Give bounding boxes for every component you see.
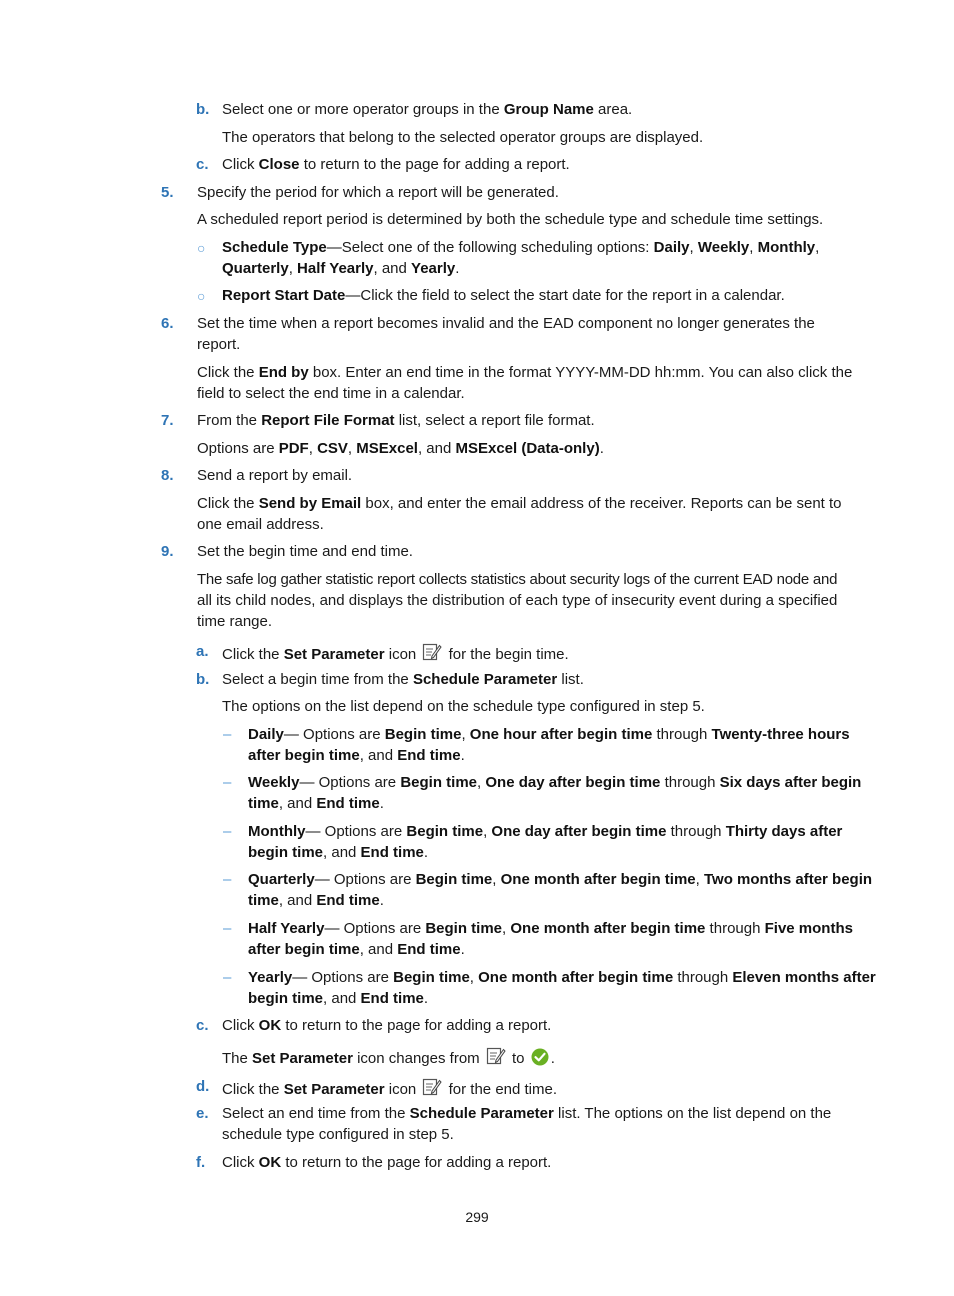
text: , and — [323, 844, 361, 861]
step-number: 5. — [161, 184, 174, 201]
list-item-continuation — [222, 259, 459, 279]
text: , — [477, 774, 486, 791]
list-item — [222, 1016, 551, 1036]
text: to — [507, 1050, 529, 1067]
paragraph — [197, 363, 852, 383]
text: Click — [222, 156, 259, 173]
ui-term: Begin time — [415, 871, 493, 888]
text: , — [347, 440, 357, 457]
list-item-continuation — [248, 746, 465, 766]
check-circle-icon — [531, 1048, 549, 1072]
step-number: 6. — [161, 315, 174, 332]
list-item-continuation — [248, 940, 465, 960]
text: Click the — [222, 646, 284, 663]
text: icon — [384, 1081, 421, 1098]
bullet-marker: ○ — [197, 240, 206, 256]
list-item-continuation — [248, 843, 428, 863]
text: Click the — [197, 495, 259, 512]
text: Select an end time from the — [222, 1105, 410, 1122]
paragraph — [197, 439, 604, 459]
list-item: Specify the period for which a report will be generated. — [197, 184, 559, 201]
text: for the end time. — [444, 1081, 558, 1098]
ui-term: End time — [397, 747, 461, 764]
list-item-continuation — [248, 989, 428, 1009]
text: , — [689, 239, 698, 256]
list-marker: c. — [196, 1017, 209, 1034]
paragraph-continuation: one email address. — [197, 516, 324, 533]
text: Click — [222, 1154, 259, 1171]
text: to return to the page for adding a report. — [281, 1154, 552, 1171]
text: Click the — [197, 364, 259, 381]
edit-pencil-icon — [422, 1077, 442, 1103]
ui-term: Set Parameter — [252, 1050, 353, 1067]
ui-term: Yearly — [248, 969, 293, 986]
ui-term: PDF — [278, 440, 309, 457]
page-number: 299 — [465, 1209, 489, 1225]
ui-term: End time — [397, 941, 461, 958]
text: Click — [222, 1017, 259, 1034]
list-item — [248, 870, 872, 890]
list-marker: d. — [196, 1078, 210, 1095]
list-marker: c. — [196, 156, 209, 173]
step-number: 7. — [161, 412, 174, 429]
ui-term: One month after begin time — [500, 871, 696, 888]
text: to return to the page for adding a report. — [299, 156, 570, 173]
text: , and — [278, 892, 317, 909]
ui-term: One day after begin time — [485, 774, 661, 791]
list-marker: a. — [196, 643, 209, 660]
list-item-continuation — [248, 891, 384, 911]
text: —Click the field to select the start date for the report in a calendar. — [345, 287, 785, 304]
ui-term: Five months — [764, 920, 853, 937]
text: , and — [359, 941, 398, 958]
ui-term: End time — [316, 795, 380, 812]
text: — Options are — [299, 774, 401, 791]
list-item — [248, 773, 861, 793]
text: list. The options on the list depend on the — [553, 1105, 832, 1122]
ui-term: after begin time — [248, 747, 360, 764]
list-marker: f. — [196, 1154, 206, 1171]
text: box, and enter the email address of the receiver. Reports can be sent to — [361, 495, 842, 512]
text: , — [469, 969, 479, 986]
text: , and — [359, 747, 398, 764]
text: Click the — [222, 1081, 284, 1098]
step-number: 9. — [161, 543, 174, 560]
ui-term: Daily — [653, 239, 690, 256]
ui-term: Twenty-three hours — [711, 726, 850, 743]
step-number: 8. — [161, 467, 174, 484]
ui-term: Two months after begin — [703, 871, 873, 888]
ui-term: Half Yearly — [248, 920, 325, 937]
list-item — [222, 1077, 557, 1103]
paragraph-continuation: all its child nodes, and displays the distribution of each type of insecurity event during a specified — [197, 592, 838, 609]
dash-marker: – — [223, 969, 232, 986]
ui-term: Send by Email — [258, 495, 362, 512]
dash-marker: – — [223, 774, 232, 791]
text: , — [815, 239, 820, 256]
ui-term: MSExcel (Data-only) — [455, 440, 600, 457]
ui-term: One hour after begin time — [469, 726, 653, 743]
ui-term: Eleven months after — [732, 969, 876, 986]
list-item-continuation — [248, 794, 384, 814]
list-item — [222, 642, 569, 668]
text: through — [660, 774, 720, 791]
ui-term: Schedule Type — [222, 239, 327, 256]
ui-term: One month after begin time — [510, 920, 706, 937]
dash-marker: – — [223, 871, 232, 888]
list-item — [248, 919, 853, 939]
text: , and — [417, 440, 456, 457]
text: — Options are — [314, 871, 416, 888]
ui-term: Half Yearly — [297, 260, 374, 277]
ui-term: Monthly — [757, 239, 816, 256]
ui-term: time — [248, 892, 279, 909]
ui-term: Begin time — [425, 920, 503, 937]
text: , and — [278, 795, 317, 812]
list-marker: b. — [196, 671, 210, 688]
list-item — [197, 411, 595, 431]
text: . — [460, 941, 465, 958]
text: , — [695, 871, 704, 888]
ui-term: Yearly — [411, 260, 456, 277]
text: —Select one of the following scheduling options: — [326, 239, 654, 256]
text: , — [502, 920, 511, 937]
ui-term: Report File Format — [261, 412, 395, 429]
text: Select a begin time from the — [222, 671, 413, 688]
text: . — [599, 440, 604, 457]
text: The — [222, 1050, 253, 1067]
edit-pencil-icon — [486, 1046, 506, 1072]
list-item: Send a report by email. — [197, 467, 353, 484]
text: — Options are — [292, 969, 394, 986]
edit-pencil-icon — [422, 642, 442, 668]
ui-term: Report Start Date — [222, 287, 346, 304]
ui-term: One month after begin time — [478, 969, 674, 986]
paragraph — [222, 1046, 555, 1072]
text: . — [550, 1050, 555, 1067]
list-item — [222, 286, 785, 306]
paragraph-continuation: time range. — [197, 613, 273, 630]
text: . — [455, 260, 460, 277]
list-item — [222, 100, 632, 120]
list-item — [222, 670, 584, 690]
paragraph: The options on the list depend on the schedule type configured in step 5. — [222, 698, 705, 715]
text: From the — [197, 412, 262, 429]
ui-term: Six days after begin — [719, 774, 862, 791]
ui-term: begin time — [248, 844, 324, 861]
list-item — [222, 238, 819, 258]
text: Options are — [197, 440, 279, 457]
paragraph — [197, 494, 842, 514]
ui-term: OK — [258, 1017, 282, 1034]
paragraph: The operators that belong to the selected operator groups are displayed. — [222, 129, 704, 146]
ui-term: Begin time — [384, 726, 462, 743]
ui-term: Begin time — [393, 969, 470, 986]
list-item-continuation: report. — [197, 336, 241, 353]
text: — Options are — [324, 920, 426, 937]
ui-term: begin time — [248, 990, 324, 1007]
ui-term: Begin time — [400, 774, 478, 791]
list-item: Set the time when a report becomes invalid and the EAD component no longer generates the — [197, 315, 815, 332]
ui-term: End time — [360, 990, 424, 1007]
bullet-marker: ○ — [197, 288, 206, 304]
text: list. — [557, 671, 584, 688]
text: list, select a report file format. — [394, 412, 595, 429]
text: — Options are — [283, 726, 385, 743]
text: , — [749, 239, 758, 256]
text: Select one or more operator groups in the — [222, 101, 504, 118]
ui-term: Schedule Parameter — [412, 671, 558, 688]
ui-term: MSExcel — [356, 440, 418, 457]
text: , — [461, 726, 470, 743]
text: . — [379, 892, 384, 909]
dash-marker: – — [223, 920, 232, 937]
paragraph: The safe log gather statistic report collects statistics about security logs of the current EAD node and — [197, 571, 838, 588]
ui-term: Daily — [248, 726, 284, 743]
ui-term: Schedule Parameter — [409, 1105, 554, 1122]
ui-term: Close — [258, 156, 300, 173]
ui-term: Weekly — [697, 239, 750, 256]
list-item — [222, 155, 570, 175]
text: , — [492, 871, 501, 888]
ui-term: One day after begin time — [491, 823, 667, 840]
list-item — [248, 968, 876, 988]
list-item-continuation: schedule type configured in step 5. — [222, 1126, 454, 1143]
text: for the begin time. — [444, 646, 569, 663]
ui-term: End time — [316, 892, 380, 909]
ui-term: time — [248, 795, 279, 812]
ui-term: Set Parameter — [283, 1081, 385, 1098]
ui-term: OK — [258, 1154, 282, 1171]
paragraph-continuation: field to select the end time in a calendar. — [197, 385, 465, 402]
ui-term: Quarterly — [248, 871, 315, 888]
ui-term: End by — [258, 364, 309, 381]
text: icon — [384, 646, 421, 663]
ui-term: End time — [360, 844, 424, 861]
list-item: Set the begin time and end time. — [197, 543, 413, 560]
text: , — [483, 823, 492, 840]
text: through — [673, 969, 733, 986]
ui-term: Group Name — [503, 101, 594, 118]
text: . — [423, 990, 429, 1007]
text: through — [705, 920, 765, 937]
ui-term: CSV — [317, 440, 348, 457]
text: icon changes from — [352, 1050, 484, 1067]
ui-term: after begin time — [248, 941, 360, 958]
list-marker: b. — [196, 101, 210, 118]
text: , — [308, 440, 318, 457]
list-item — [222, 1104, 831, 1124]
text: to return to the page for adding a report. — [281, 1017, 552, 1034]
text: , and — [323, 990, 361, 1007]
paragraph: A scheduled report period is determined by both the schedule type and schedule time settings. — [197, 211, 824, 228]
dash-marker: – — [223, 726, 232, 743]
text: . — [460, 747, 465, 764]
text: through — [666, 823, 726, 840]
text: box. Enter an end time in the format YYYY-MM-DD hh:mm. You can also click the — [308, 364, 853, 381]
ui-term: Quarterly — [222, 260, 289, 277]
text: . — [379, 795, 384, 812]
list-item — [248, 725, 850, 745]
ui-term: Thirty days after — [725, 823, 843, 840]
ui-term: Begin time — [406, 823, 484, 840]
text: , and — [373, 260, 412, 277]
text: , — [288, 260, 298, 277]
text: — Options are — [305, 823, 407, 840]
list-item — [248, 822, 842, 842]
ui-term: Set Parameter — [283, 646, 385, 663]
text: . — [423, 844, 429, 861]
text: area. — [593, 101, 633, 118]
list-item — [222, 1153, 551, 1173]
ui-term: Monthly — [248, 823, 306, 840]
ui-term: Weekly — [248, 774, 300, 791]
list-marker: e. — [196, 1105, 209, 1122]
dash-marker: – — [223, 823, 232, 840]
text: through — [652, 726, 712, 743]
